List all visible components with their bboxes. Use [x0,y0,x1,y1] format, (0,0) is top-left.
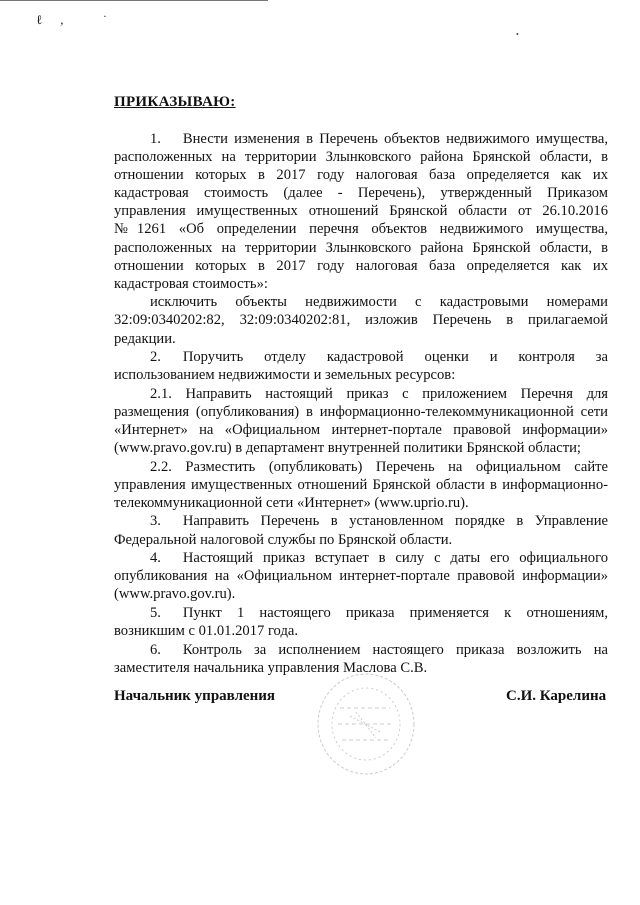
paragraph-2-1: 2.1. Направить настоящий приказ с приложением Перечня для размещения (опубликования) в информационно-телекоммуникационной сети «Интернет» на «Официальном интернет-портале правовой информации» (www.pravo.gov.ru) в департамент внутренней политики Брянской области; [114,385,608,457]
paragraph-6: 6. Контроль за исполнением настоящего приказа возложить на заместителя начальника управления Маслова С.В. [114,641,608,676]
signature-position: Начальник управления [114,688,276,704]
order-body [114,130,608,677]
paragraph-2: 2. Поручить отделу кадастровой оценки и контроля за использованием недвижимости и земельных ресурсов: [114,349,608,384]
signature-name: С.И. Карелина [506,688,607,704]
scan-edge-line [0,0,268,1]
scan-speck: • [516,30,519,39]
paragraph-1: 1. Внести изменения в Перечень объектов недвижимого имущества, расположенных на территории Злынковского района Брянской области, в отношении которых в 2017 году налоговая база определяется как их кадастровая стоимость (далее - Перечень), утвержденный Приказом управления имущественных отношений Брянской области от 26.10.2016 №1261 «Об определении перечня объектов недвижимого имущества, расположенных на территории Злынковского района Брянской области, в отношении которых в 2017 году налоговая база определяется как их кадастровая стоимость»: [114,131,608,292]
scan-marks: ℓ, ˙ [36,12,126,27]
order-heading: ПРИКАЗЫВАЮ: [114,94,236,110]
paragraph-4: 4. Настоящий приказ вступает в силу с даты его официального опубликования на «Официальном интернет-портале правовой информации» (www.pravo.gov.ru). [114,550,608,603]
paragraph-3: 3. Направить Перечень в установленном порядке в Управление Федеральной налоговой службы по Брянской области. [114,513,608,548]
paragraph-2-2: 2.2. Разместить (опубликовать) Перечень на официальном сайте управления имущественных отношений Брянской области в информационно-телекоммуникационной сети «Интернет» (www.uprio.ru). [114,458,608,511]
paragraph-5: 5. Пункт 1 настоящего приказа применяется к отношениям, возникшим с 01.01.2017 года. [114,604,608,640]
paragraph-1-exclusion: исключить объекты недвижимости с кадастровыми номерами 32:09:0340202:82, 32:09:0340202:81, изложив Перечень в прилагаемой редакции. [114,294,608,347]
official-stamp [310,668,420,783]
